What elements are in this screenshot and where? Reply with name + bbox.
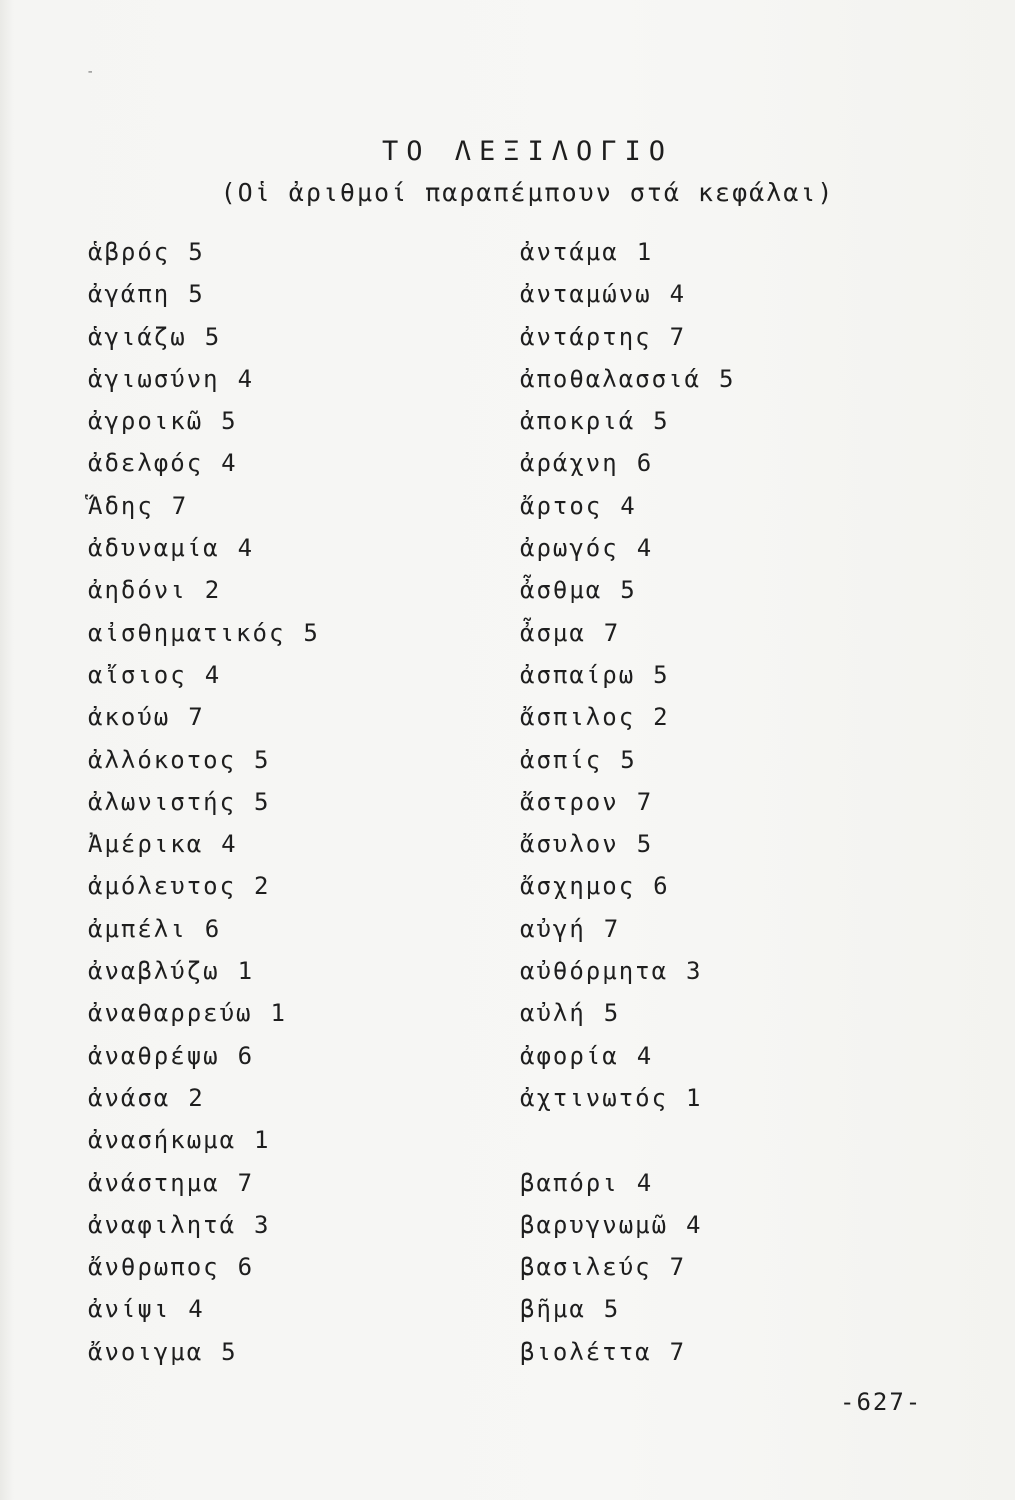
- entry-chapter-ref: 7: [636, 787, 654, 816]
- entry-word: ἄσχημος: [520, 872, 636, 901]
- vocabulary-entry: [520, 488, 920, 530]
- vocabulary-entry: [520, 1291, 920, 1333]
- entry-chapter-ref: 7: [188, 703, 205, 732]
- vocabulary-entry: [88, 1080, 488, 1122]
- entry-chapter-ref: 2: [188, 1083, 205, 1112]
- entry-chapter-ref: 7: [603, 618, 621, 647]
- entry-chapter-ref: 4: [686, 1210, 703, 1239]
- entry-word: ἀνασήκωμα: [88, 1126, 237, 1155]
- entry-chapter-ref: 6: [237, 1253, 255, 1282]
- vocabulary-entry: [520, 572, 920, 614]
- entry-chapter-ref: 6: [204, 914, 222, 943]
- entry-word: ἄνθρωπος: [88, 1253, 220, 1282]
- entry-chapter-ref: 2: [204, 576, 222, 605]
- entry-word: ἀχτινωτός: [520, 1083, 669, 1112]
- corner-mark: -: [86, 64, 95, 80]
- vocabulary-entry: [88, 1122, 488, 1164]
- entry-word: ἀρωγός: [520, 534, 619, 563]
- vocabulary-entry: [520, 699, 920, 741]
- entry-chapter-ref: 5: [188, 238, 205, 266]
- vocabulary-entry: [520, 1080, 920, 1122]
- entry-word: ἀλλόκοτος: [88, 745, 237, 774]
- entry-chapter-ref: 1: [237, 957, 255, 986]
- vocabulary-entry: [88, 361, 488, 403]
- vocabulary-entry: [520, 276, 920, 318]
- vocabulary-entry: [520, 234, 920, 276]
- entry-chapter-ref: 1: [686, 1083, 703, 1112]
- vocabulary-entry: [520, 826, 920, 868]
- vocabulary-entry: [520, 953, 920, 995]
- vocabulary-entry: [520, 1165, 920, 1207]
- page-subtitle: (Οἱ ἀριθμοί παραπέμπουν στά κεφάλαι): [220, 178, 835, 207]
- entry-chapter-ref: 6: [653, 872, 670, 901]
- entry-chapter-ref: 2: [653, 703, 670, 732]
- entry-word: Ἀμέρικα: [88, 830, 204, 859]
- entry-chapter-ref: 7: [669, 1253, 687, 1282]
- vocabulary-entry: [88, 1249, 488, 1291]
- entry-chapter-ref: 5: [636, 830, 654, 859]
- entry-word: ἁβρός: [88, 238, 171, 266]
- entry-word: ἀποκριά: [520, 407, 636, 436]
- entry-chapter-ref: 4: [636, 1168, 654, 1197]
- vocabulary-column-right: [520, 234, 920, 1376]
- entry-chapter-ref: 5: [204, 322, 222, 351]
- entry-word: ἄσυλον: [520, 830, 619, 859]
- entry-word: ἀηδόνι: [88, 576, 187, 605]
- vocabulary-entry: [88, 530, 488, 572]
- entry-chapter-ref: 4: [636, 534, 654, 563]
- vocabulary-entry: [520, 445, 920, 487]
- entry-word: αὐλή: [520, 999, 586, 1028]
- entry-word: ἁγιωσύνη: [88, 364, 220, 393]
- vocabulary-entry: [88, 699, 488, 741]
- entry-word: ἄστρον: [520, 787, 619, 816]
- entry-word: ἀνάστημα: [88, 1168, 220, 1197]
- entry-chapter-ref: 1: [270, 999, 287, 1028]
- vocabulary-entry: [88, 615, 488, 657]
- entry-word: βαπόρι: [520, 1168, 619, 1197]
- vocabulary-entry: [520, 1207, 920, 1249]
- entry-chapter-ref: 4: [237, 364, 255, 393]
- entry-chapter-ref: 4: [669, 280, 687, 309]
- vocabulary-entry: [520, 615, 920, 657]
- entry-chapter-ref: 5: [303, 618, 320, 647]
- vocabulary-entry: [520, 868, 920, 910]
- entry-word: ἄσπιλος: [520, 703, 636, 732]
- entry-word: ἆσμα: [520, 618, 586, 647]
- entry-chapter-ref: 5: [620, 576, 637, 605]
- vocabulary-entry: [88, 1038, 488, 1080]
- vocabulary-entry: [88, 995, 488, 1037]
- entry-word: ἀδυναμία: [88, 534, 220, 563]
- vocabulary-entry: [88, 742, 488, 784]
- entry-chapter-ref: 4: [204, 660, 222, 689]
- entry-word: ἀνταμώνω: [520, 280, 652, 309]
- entry-chapter-ref: 2: [254, 872, 271, 901]
- page-title: ΤΟ ΛΕΞΙΛΟΓΙΟ: [381, 136, 674, 167]
- entry-chapter-ref: 5: [221, 407, 238, 436]
- entry-word: ἀντάμα: [520, 238, 619, 266]
- vocabulary-entry: [88, 403, 488, 445]
- vocabulary-entry: [520, 403, 920, 445]
- entry-word: ἀγροικῶ: [88, 407, 204, 436]
- vocabulary-entry: [520, 1249, 920, 1291]
- vocabulary-entry: [88, 445, 488, 487]
- vocabulary-column-left: [88, 234, 488, 1376]
- entry-chapter-ref: 7: [603, 914, 621, 943]
- entry-word: βῆμα: [520, 1295, 586, 1324]
- vocabulary-entry: [520, 742, 920, 784]
- entry-chapter-ref: 5: [718, 364, 736, 393]
- vocabulary-entry: [520, 319, 920, 361]
- vocabulary-entry: [88, 276, 488, 318]
- entry-chapter-ref: 5: [603, 999, 621, 1028]
- entry-chapter-ref: 5: [221, 1337, 238, 1366]
- entry-word: αἴσιος: [88, 660, 187, 689]
- entry-word: ἀναθαρρεύω: [88, 999, 253, 1028]
- entry-chapter-ref: 4: [237, 534, 255, 563]
- vocabulary-entry: [520, 657, 920, 699]
- entry-word: ἀφορία: [520, 1041, 619, 1070]
- entry-chapter-ref: 5: [653, 407, 670, 436]
- vocabulary-entry: [88, 488, 488, 530]
- entry-word: αὐθόρμητα: [520, 957, 669, 986]
- vocabulary-entry: [88, 868, 488, 910]
- entry-chapter-ref: 7: [669, 1337, 687, 1366]
- entry-word: αὐγή: [520, 914, 586, 943]
- entry-word: ἀγάπη: [88, 280, 171, 309]
- entry-word: ἄνοιγμα: [88, 1337, 204, 1366]
- entry-chapter-ref: 5: [620, 745, 637, 774]
- entry-word: Ἅδης: [88, 491, 154, 520]
- entry-chapter-ref: 7: [669, 322, 687, 351]
- entry-word: ἀσπαίρω: [520, 660, 636, 689]
- entry-chapter-ref: 4: [636, 1041, 654, 1070]
- entry-word: ἀμόλευτος: [88, 872, 237, 901]
- page-number: -627-: [840, 1388, 923, 1416]
- vocabulary-entry: [520, 361, 920, 403]
- vocabulary-entry: [520, 911, 920, 953]
- vocabulary-entry: [88, 1207, 488, 1249]
- entry-chapter-ref: 5: [254, 745, 271, 774]
- vocabulary-entry: [88, 826, 488, 868]
- entry-word: ἀνίψι: [88, 1295, 171, 1324]
- entry-word: ἀναβλύζω: [88, 957, 220, 986]
- entry-word: ἁγιάζω: [88, 322, 187, 351]
- entry-word: ἀκούω: [88, 703, 171, 732]
- vocabulary-entry: [520, 784, 920, 826]
- vocabulary-entry: [88, 1291, 488, 1333]
- entry-word: ἆσθμα: [520, 576, 603, 605]
- entry-chapter-ref: 1: [254, 1126, 271, 1155]
- entry-word: ἀλωνιστής: [88, 787, 237, 816]
- vocabulary-entry: [520, 1334, 920, 1376]
- vocabulary-entry: [88, 953, 488, 995]
- entry-word: ἀναθρέψω: [88, 1041, 220, 1070]
- entry-chapter-ref: 7: [237, 1168, 255, 1197]
- vocabulary-entry: [88, 911, 488, 953]
- entry-word: ἀντάρτης: [520, 322, 652, 351]
- entry-chapter-ref: 6: [636, 449, 654, 478]
- vocabulary-entry: [88, 319, 488, 361]
- entry-word: ἀνάσα: [88, 1083, 171, 1112]
- entry-chapter-ref: 6: [237, 1041, 255, 1070]
- section-gap: [520, 1122, 920, 1164]
- entry-chapter-ref: 4: [221, 830, 238, 859]
- entry-chapter-ref: 5: [188, 280, 205, 309]
- entry-word: ἀδελφός: [88, 449, 204, 478]
- entry-word: βαρυγνωμῶ: [520, 1210, 669, 1239]
- entry-chapter-ref: 4: [221, 449, 238, 478]
- vocabulary-entry: [88, 784, 488, 826]
- vocabulary-entry: [520, 1038, 920, 1080]
- vocabulary-entry: [88, 572, 488, 614]
- entry-word: ἀράχνη: [520, 449, 619, 478]
- entry-chapter-ref: 5: [603, 1295, 621, 1324]
- entry-word: βιολέττα: [520, 1337, 652, 1366]
- vocabulary-entry: [88, 1165, 488, 1207]
- vocabulary-entry: [520, 530, 920, 572]
- entry-word: αἰσθηματικός: [88, 618, 286, 647]
- entry-word: ἀποθαλασσιά: [520, 364, 701, 393]
- entry-word: βασιλεύς: [520, 1253, 652, 1282]
- entry-word: ἄρτος: [520, 491, 603, 520]
- vocabulary-entry: [520, 995, 920, 1037]
- entry-chapter-ref: 5: [653, 660, 670, 689]
- entry-chapter-ref: 3: [686, 957, 703, 986]
- entry-chapter-ref: 1: [636, 238, 654, 266]
- entry-chapter-ref: 5: [254, 787, 271, 816]
- entry-word: ἀναφιλητά: [88, 1210, 237, 1239]
- entry-chapter-ref: 3: [254, 1210, 271, 1239]
- vocabulary-entry: [88, 657, 488, 699]
- vocabulary-entry: [88, 234, 488, 276]
- entry-word: ἀμπέλι: [88, 914, 187, 943]
- entry-chapter-ref: 4: [620, 491, 637, 520]
- vocabulary-entry: [88, 1334, 488, 1376]
- entry-chapter-ref: 7: [171, 491, 189, 520]
- entry-word: ἀσπίς: [520, 745, 603, 774]
- entry-chapter-ref: 4: [188, 1295, 205, 1324]
